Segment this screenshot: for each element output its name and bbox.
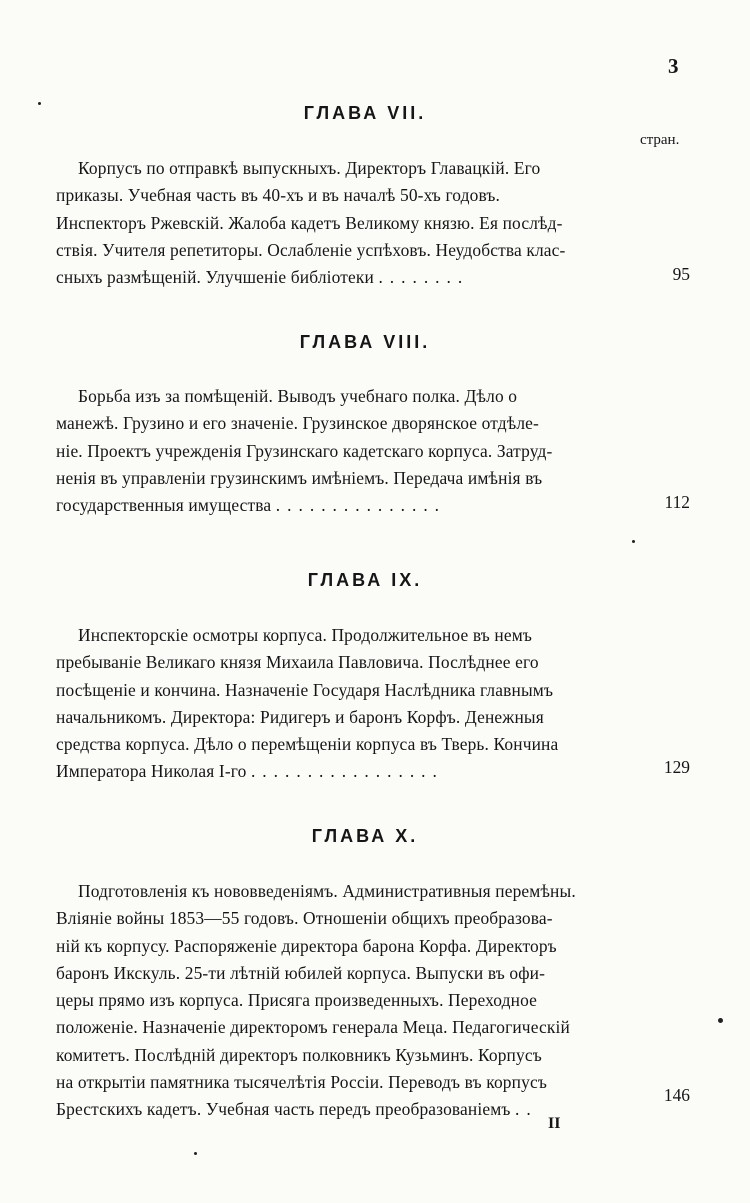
summary-line: Императора Николая I-го <box>56 761 247 782</box>
dot-leader: ............... <box>275 495 447 516</box>
dot-leader: ........ <box>378 267 470 288</box>
summary-line: положеніе. Назначеніе директоромъ генерала Меца. Педагогическій <box>56 1017 570 1038</box>
summary-line: посѣщеніе и кончина. Назначеніе Государя Наслѣдника главнымъ <box>56 679 554 700</box>
chapter-summary <box>56 878 641 1124</box>
page-reference: 146 <box>663 1085 690 1105</box>
summary-line: церы прямо изъ корпуса. Присяга произведенныхъ. Переходное <box>56 990 538 1011</box>
summary-line: на открытіи памятника тысячелѣтія Россіи. Переводъ въ корпусъ <box>56 1072 547 1093</box>
summary-line: баронъ Икскуль. 25-ти лѣтній юбилей корпуса. Выпуски въ офи- <box>56 962 546 983</box>
summary-line: пребываніе Великаго князя Михаила Павловича. Послѣднее его <box>56 652 539 673</box>
page-reference: 129 <box>663 757 690 777</box>
summary-line: начальникомъ. Директора: Ридигеръ и баронъ Корфъ. Денежныя <box>56 706 544 727</box>
scan-speck <box>194 1152 197 1155</box>
summary-line: Брестскихъ кадетъ. Учебная часть передъ преобразованіемъ <box>56 1099 511 1120</box>
dot-leader: ................. <box>250 761 444 782</box>
summary-line: Подготовленія къ нововведеніямъ. Административныя перемѣны. <box>78 881 576 901</box>
summary-line: приказы. Учебная часть въ 40-хъ и въ началѣ 50-хъ годовъ. <box>56 185 501 206</box>
chapter-heading: ГЛАВА X. <box>311 826 419 846</box>
chapter-heading: ГЛАВА IX. <box>307 570 423 590</box>
scan-speck <box>38 102 41 105</box>
summary-line: Вліяніе войны 1853—55 годовъ. Отношеніи общихъ преобразова- <box>56 908 553 929</box>
summary-line: средства корпуса. Дѣло о перемѣщеніи корпуса въ Тверь. Кончина <box>56 734 559 755</box>
chapter-heading: ГЛАВА VII. <box>303 103 427 123</box>
page-number: 3 <box>668 54 679 78</box>
chapter-heading: ГЛАВА VIII. <box>299 332 431 352</box>
summary-line: ніе. Проектъ учрежденія Грузинскаго кадетскаго корпуса. Затруд- <box>56 440 553 461</box>
scan-speck <box>632 540 635 543</box>
chapter-summary <box>56 622 641 786</box>
summary-line: ненія въ управленіи грузинскимъ имѣніемъ. Передача имѣнія въ <box>56 467 543 488</box>
summary-line: ствія. Учителя репетиторы. Ослабленіе успѣховъ. Неудобства клас- <box>56 239 566 260</box>
summary-line: Инспекторскіе осмотры корпуса. Продолжительное въ немъ <box>78 625 533 645</box>
dot-leader: .. <box>515 1099 538 1120</box>
summary-line: Инспекторъ Ржевскій. Жалоба кадетъ Великому князю. Ея послѣд- <box>56 212 563 233</box>
chapter-summary <box>56 383 641 519</box>
summary-line: манежѣ. Грузино и его значеніе. Грузинское дворянское отдѣле- <box>56 413 539 434</box>
summary-line: ній къ корпусу. Распоряженіе директора барона Корфа. Директоръ <box>56 935 557 956</box>
printer-signature-mark: II <box>548 1115 561 1132</box>
summary-line: государственныя имущества <box>56 495 272 516</box>
page-reference: 95 <box>672 264 690 284</box>
chapter-summary <box>56 155 641 291</box>
scan-speck <box>718 1018 723 1023</box>
summary-line: Борьба изъ за помѣщеній. Выводъ учебнаго полка. Дѣло о <box>78 386 518 406</box>
summary-line: Корпусъ по отправкѣ выпускныхъ. Директоръ Главацкій. Его <box>78 158 541 178</box>
page-column-label: стран. <box>640 132 680 148</box>
page-reference: 112 <box>664 492 690 512</box>
summary-line: сныхъ размѣщеній. Улучшеніе библіотеки <box>56 267 374 288</box>
summary-line: комитетъ. Послѣдній директоръ полковникъ Кузьминъ. Корпусъ <box>56 1044 542 1065</box>
